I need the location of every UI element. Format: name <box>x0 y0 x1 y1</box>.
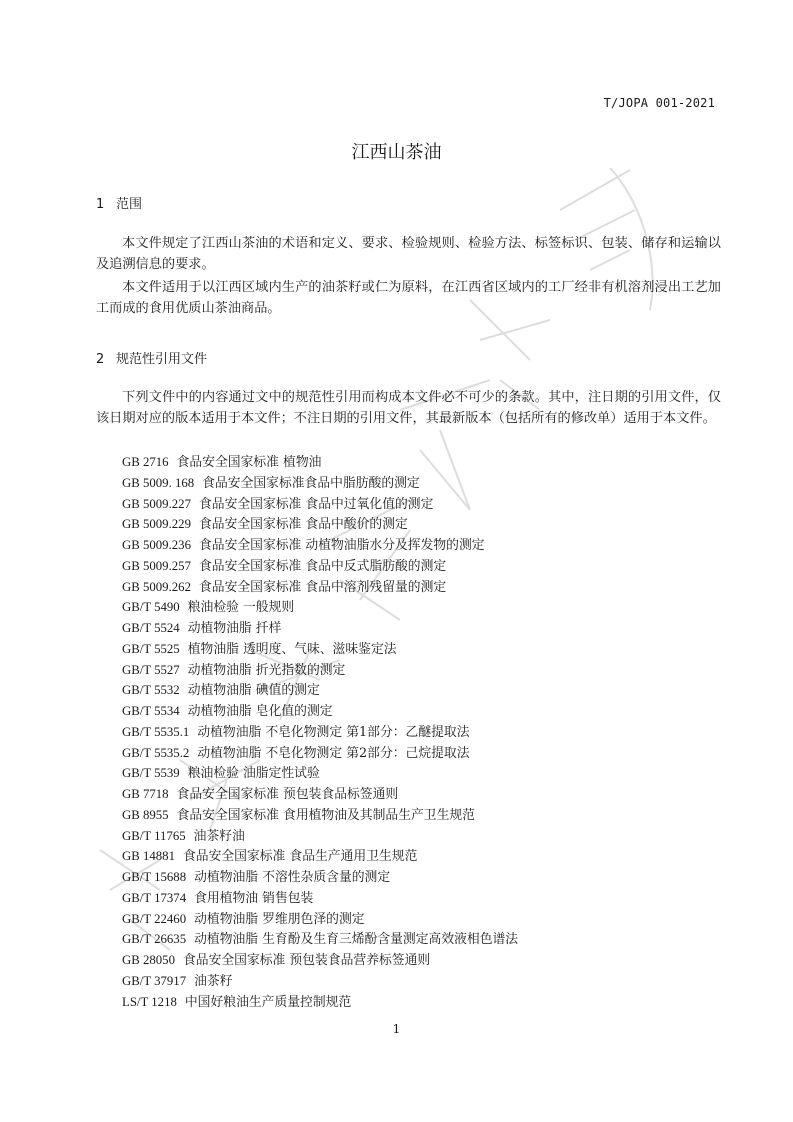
reference-code: GB 28050 <box>122 953 175 967</box>
reference-item <box>122 784 518 805</box>
reference-item <box>122 639 518 660</box>
reference-code: GB/T 5534 <box>122 704 180 718</box>
reference-item <box>122 971 518 992</box>
reference-item <box>122 929 518 950</box>
reference-item <box>122 660 518 681</box>
reference-item <box>122 535 518 556</box>
reference-item <box>122 597 518 618</box>
reference-code: GB/T 5525 <box>122 641 180 656</box>
reference-code: GB 8955 <box>122 807 169 822</box>
reference-title: 粮油检验 一般规则 <box>187 600 295 616</box>
reference-item <box>122 909 518 930</box>
reference-item <box>122 577 518 598</box>
scope-paragraph-1: 本文件规定了江西山茶油的术语和定义、要求、检验规则、检验方法、标签标识、包装、储存和运输以及追溯信息的要求。 <box>96 236 721 272</box>
section-number: 1 <box>96 197 105 212</box>
reference-title: 食品安全国家标准食品中脂肪酸的测定 <box>202 475 420 491</box>
reference-title: 植物油脂 透明度、气味、滋味鉴定法 <box>187 641 397 657</box>
reference-title: 食品安全国家标准 食用植物油及其制品生产卫生规范 <box>176 807 475 823</box>
reference-code: GB 5009.257 <box>122 558 191 573</box>
reference-item <box>122 556 518 577</box>
reference-code: GB 5009.229 <box>122 517 191 532</box>
reference-title: 食品安全国家标准 动植物油脂水分及挥发物的测定 <box>198 538 485 553</box>
references-intro-paragraph: 下列文件中的内容通过文中的规范性引用而构成本文件必不可少的条款。其中，注日期的引用文件，仅该日期对应的版本适用于本文件；不注日期的引用文件，其最新版本（包括所有的修改单）适用于本文件。 <box>96 390 721 426</box>
reference-code: GB/T 5490 <box>122 600 180 615</box>
reference-title: 动植物油脂 折光指数的测定 <box>187 662 346 678</box>
reference-title: 食品安全国家标准 食品中反式脂肪酸的测定 <box>198 558 447 574</box>
reference-code: GB/T 37917 <box>122 973 187 988</box>
reference-item <box>122 618 518 639</box>
reference-title: 动植物油脂 扦样 <box>187 621 282 636</box>
reference-title: 食品安全国家标准 植物油 <box>176 455 322 470</box>
reference-title: 中国好粮油生产质量控制规范 <box>184 994 352 1010</box>
reference-code: GB/T 5535.2 <box>122 745 190 760</box>
reference-title: 动植物油脂 生育酚及生育三烯酚含量测定高效液相色谱法 <box>194 932 519 948</box>
reference-item <box>122 826 518 847</box>
reference-item <box>122 473 518 494</box>
reference-item <box>122 846 518 867</box>
reference-code: GB/T 5527 <box>122 662 180 677</box>
reference-title: 粮油检验 油脂定性试验 <box>187 766 320 782</box>
reference-title: 动植物油脂 不皂化物测定 第1部分：乙醚提取法 <box>197 724 470 740</box>
reference-code: GB/T 17374 <box>122 890 187 905</box>
reference-title: 动植物油脂 不溶性杂质含量的测定 <box>194 870 391 885</box>
reference-title: 动植物油脂 碘值的测定 <box>187 683 320 699</box>
reference-title: 油茶籽 <box>194 973 233 989</box>
reference-code: GB 5009.236 <box>122 538 191 552</box>
reference-code: GB/T 5535.1 <box>122 724 190 739</box>
section-number: 2 <box>96 352 105 367</box>
section-heading-scope <box>96 193 142 212</box>
standard-code: T/JOPA 001-2021 <box>603 96 715 110</box>
section-heading-references <box>96 348 207 367</box>
reference-code: GB 5009.227 <box>122 496 191 511</box>
reference-title: 食品安全国家标准 食品中酸价的测定 <box>198 517 408 533</box>
page-number: 1 <box>392 1022 401 1036</box>
reference-item <box>122 743 518 764</box>
reference-title: 动植物油脂 罗维朋色泽的测定 <box>194 911 365 927</box>
reference-code: GB/T 15688 <box>122 870 187 884</box>
reference-title: 食品安全国家标准 预包装食品标签通则 <box>176 787 399 802</box>
reference-item <box>122 722 518 743</box>
section-title: 范围 <box>116 197 143 212</box>
reference-title: 食品安全国家标准 食品中溶剂残留量的测定 <box>198 579 447 595</box>
reference-title: 食品安全国家标准 食品中过氧化值的测定 <box>198 496 434 512</box>
reference-item <box>122 701 518 722</box>
reference-code: GB 7718 <box>122 787 169 801</box>
reference-code: GB/T 5532 <box>122 683 180 698</box>
reference-code: LS/T 1218 <box>122 994 177 1009</box>
reference-item <box>122 763 518 784</box>
reference-code: GB 14881 <box>122 849 175 864</box>
reference-item <box>122 452 518 473</box>
reference-item <box>122 950 518 971</box>
reference-code: GB/T 11765 <box>122 828 186 843</box>
scope-paragraph-2: 本文件适用于以江西区域内生产的油茶籽或仁为原料，在江西省区域内的工厂经非有机溶剂浸出工艺加工而成的食用优质山茶油商品。 <box>96 280 721 316</box>
reference-item <box>122 888 518 909</box>
reference-code: GB/T 5539 <box>122 766 180 781</box>
reference-title: 食品安全国家标准 预包装食品营养标签通则 <box>182 953 431 968</box>
section-title: 规范性引用文件 <box>116 352 208 367</box>
reference-item <box>122 992 518 1013</box>
reference-code: GB 5009.262 <box>122 579 191 594</box>
reference-item <box>122 867 518 888</box>
reference-code: GB 2716 <box>122 455 169 469</box>
reference-item <box>122 680 518 701</box>
reference-code: GB/T 22460 <box>122 911 187 926</box>
reference-item <box>122 514 518 535</box>
reference-title: 食用植物油 销售包装 <box>194 890 314 906</box>
reference-title: 动植物油脂 不皂化物测定 第2部分：己烷提取法 <box>197 745 470 761</box>
normative-references-list <box>122 452 518 1012</box>
document-title: 江西山茶油 <box>351 142 442 163</box>
reference-code: GB 5009. 168 <box>122 475 195 490</box>
reference-item <box>122 805 518 826</box>
reference-item <box>122 494 518 515</box>
reference-code: GB/T 26635 <box>122 932 187 947</box>
reference-title: 油茶籽油 <box>193 828 245 844</box>
reference-title: 动植物油脂 皂化值的测定 <box>187 704 333 719</box>
reference-code: GB/T 5524 <box>122 621 180 635</box>
reference-title: 食品安全国家标准 食品生产通用卫生规范 <box>182 849 418 865</box>
